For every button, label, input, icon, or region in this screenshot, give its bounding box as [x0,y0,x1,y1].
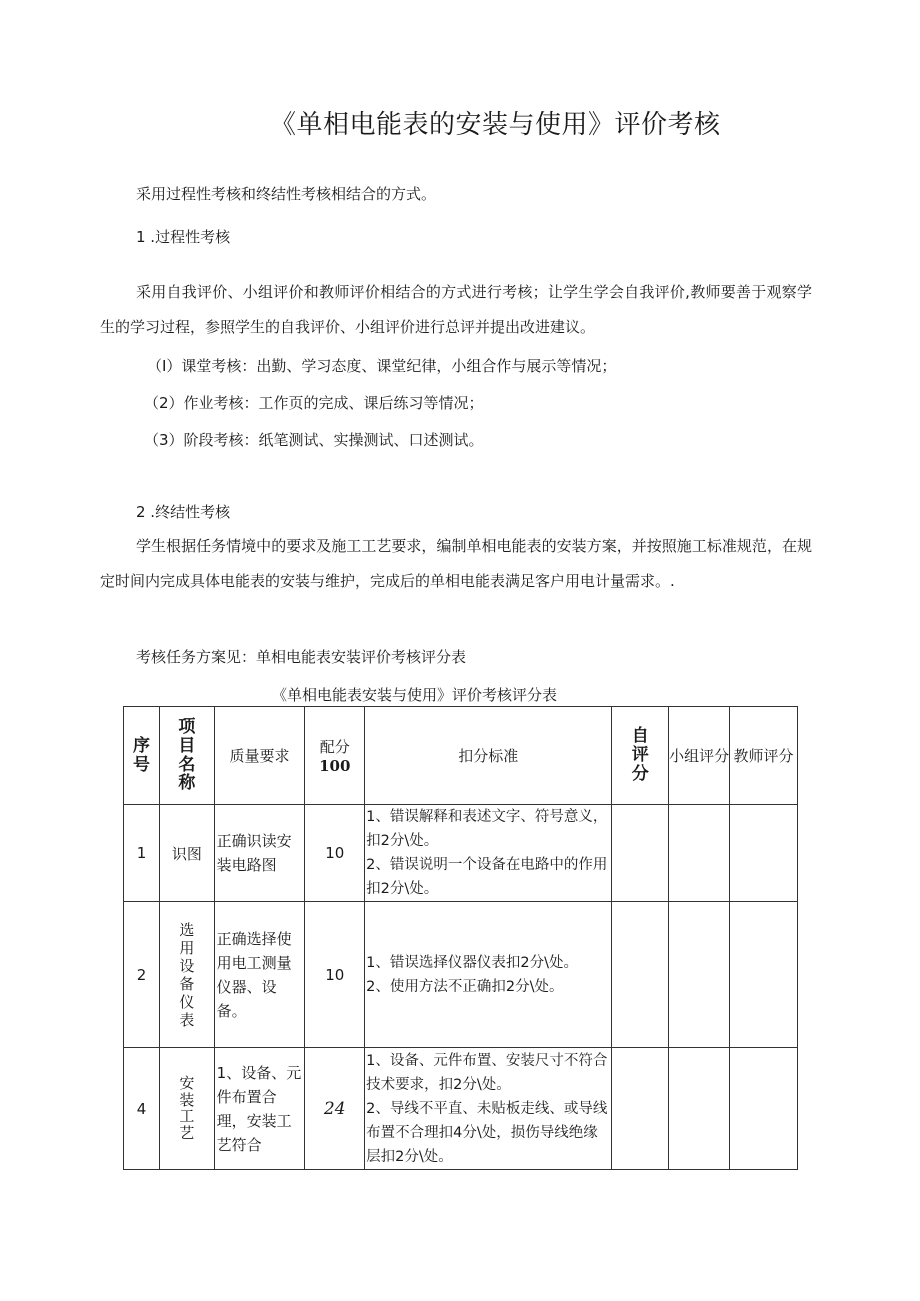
row2-points: 10 [305,902,365,1048]
row3-teacher-score[interactable] [729,1048,797,1170]
header-criteria: 扣分标准 [365,707,612,805]
intro-text: 采用过程性考核和终结性考核相结合的方式。 [136,185,437,203]
header-teacher-score: 教师评分 [729,707,797,805]
row2-criteria-1: 1、错误选择仪器仪表扣2分\处。 [366,954,578,971]
row1-quality: 正确识读安装电路图 [214,805,305,902]
section1-heading: 1 .过程性考核 [136,228,231,246]
row2-self-score[interactable] [612,902,669,1048]
header-quality: 质量要求 [214,707,305,805]
document-title: 《单相电能表的安装与使用》评价考核 [270,110,721,140]
table-row [124,805,798,902]
header-points-total: 100 [319,757,351,775]
section1-item-3: （3）阶段考核：纸笔测试、实操测试、口述测试。 [144,431,484,449]
row1-item: 识图 [160,805,215,902]
score-table [123,706,798,1170]
row1-criteria [365,805,612,902]
row2-group-score[interactable] [669,902,730,1048]
row1-teacher-score[interactable] [729,805,797,902]
row3-points: 24 [305,1048,365,1170]
header-item: 项目名称 [160,707,215,805]
row3-self-score[interactable] [612,1048,669,1170]
header-group-score: 小组评分 [669,707,730,805]
table-caption: 《单相电能表安装与使用》评价考核评分表 [272,686,558,704]
task-note: 考核任务方案见：单相电能表安装评价考核评分表 [136,648,467,666]
row2-criteria [365,902,612,1048]
section2-paragraph: 学生根据任务情境中的要求及施工工艺要求，编制单相电能表的安装方案，并按照施工标准规范，在规定时间内完成具体电能表的安装与维护，完成后的单相电能表满足客户用电计量需求。. [100,537,812,590]
row2-seq: 2 [124,902,160,1048]
row3-criteria-2: 2、导线不平直、未贴板走线、或导线布置不合理扣4分\处，损伤导线绝缘层扣2分\处。 [366,1100,608,1165]
row3-criteria-1: 1、设备、元件布置、安装尺寸不符合技术要求，扣2分\处。 [366,1052,608,1093]
header-points-label: 配分 [319,738,350,756]
row3-group-score[interactable] [669,1048,730,1170]
section1-item-1: （I）课堂考核：出勤、学习态度、课堂纪律，小组合作与展示等情况； [147,357,617,375]
row1-criteria-2: 2、错误说明一个设备在电路中的作用扣2分\处。 [366,857,608,897]
row1-points: 10 [305,805,365,902]
section1-item-2: （2）作业考核：工作页的完成、课后练习等情况； [144,394,484,412]
row3-criteria [365,1048,612,1170]
row2-criteria-2: 2、使用方法不正确扣2分\处。 [366,978,564,995]
row3-item: 安装工艺 [160,1048,215,1170]
table-row [124,1048,798,1170]
row2-teacher-score[interactable] [729,902,797,1048]
table-header-row [124,707,798,805]
header-self-score: 自评分 [612,707,669,805]
row2-quality: 正确选择使用电工测量仪器、设备。 [214,902,305,1048]
row3-quality: 1、设备、元件布置合理，安装工艺符合 [214,1048,305,1170]
row1-self-score[interactable] [612,805,669,902]
row1-criteria-1: 1、错误解释和表述文字、符号意义，扣2分\处。 [366,809,608,849]
header-points [305,707,365,805]
header-seq: 序号 [124,707,160,805]
row1-seq: 1 [124,805,160,902]
section1-paragraph: 采用自我评价、小组评价和教师评价相结合的方式进行考核；让学生学会自我评价,教师要善于观察学生的学习过程，参照学生的自我评价、小组评价进行总评并提出改进建议。 [100,283,812,336]
row2-item: 选用设备仪表 [160,902,215,1048]
section2-heading: 2 .终结性考核 [136,503,231,521]
table-row [124,902,798,1048]
row3-seq: 4 [124,1048,160,1170]
row1-group-score[interactable] [669,805,730,902]
